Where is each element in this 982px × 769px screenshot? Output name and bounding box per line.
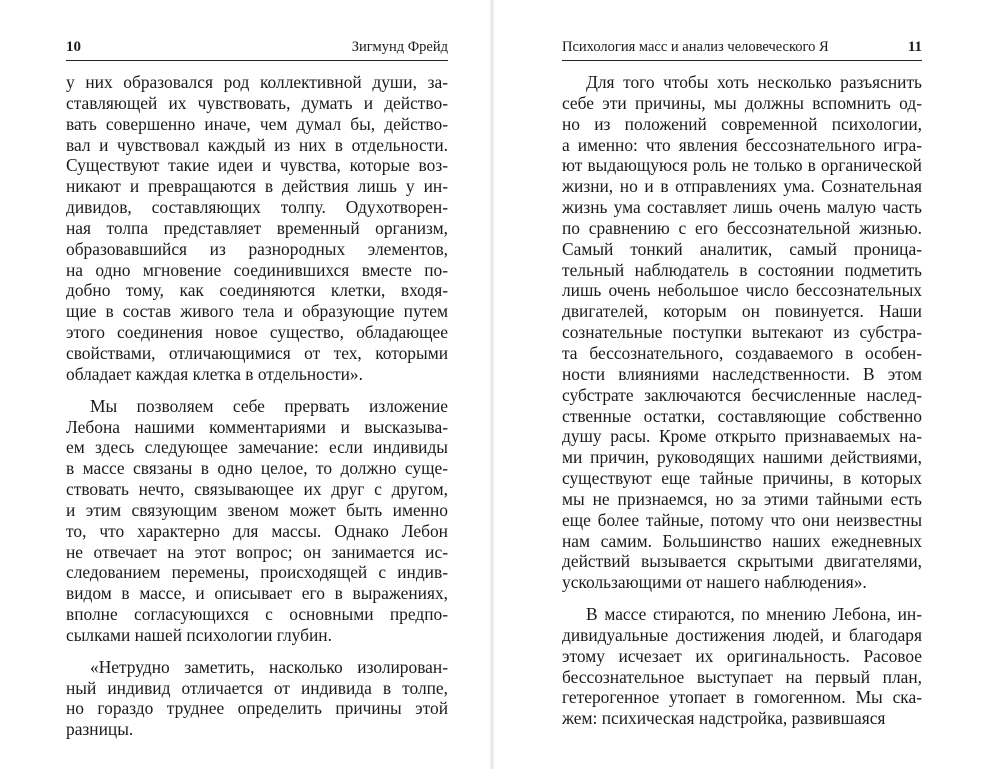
text-line: никают и превращаются в действия лишь у ин- (66, 176, 448, 197)
text-line: душу расы. Кроме открыто признаваемых на- (562, 426, 922, 447)
text-line: у них образовался род коллективной души, за- (66, 72, 448, 92)
paragraph-gap (562, 593, 922, 604)
text-line: жизни, но и в отправлениях ума. Сознательная (562, 176, 922, 197)
text-line: сознательные поступки вытекают из субстра- (562, 322, 922, 343)
text-line: вал и чувствовал каждый из них в отдельности. (66, 134, 448, 155)
text-line: бессознательное выступает на первый план, (562, 666, 922, 687)
text-line: субстрате заключаются бесчисленные наслед- (562, 384, 922, 405)
text-line: по сравнению с его бессознательной жизнью. (562, 217, 922, 238)
paragraph (562, 72, 922, 593)
text-line: еще более тайные, потому что они неизвестны (562, 509, 922, 530)
text-line: образовавшийся из разнородных элементов, (66, 238, 448, 259)
paragraph (66, 72, 448, 385)
text-line: гетерогенное утопает в гомогенном. Мы ска- (562, 687, 922, 708)
text-line: то, что характерно для массы. Однако Лебон (66, 520, 448, 541)
text-line: ют выдающуюся роль не только в органической (562, 155, 922, 176)
text-line: и этим связующим звеном может быть именно (66, 499, 448, 520)
text-line: ная толпа представляет временный организм, (66, 217, 448, 238)
right-page-header (562, 38, 922, 61)
page-number: 11 (907, 39, 922, 55)
text-line: щие в состав живого тела и образующие путем (66, 301, 448, 322)
text-line: сылками нашей психологии глубин. (66, 624, 332, 645)
text-line: мы не признаемся, но за этими тайными есть (562, 488, 922, 509)
left-page-header (66, 38, 448, 61)
text-line: та бессознательного, создаваемого в особен- (562, 342, 922, 363)
text-line: дивидов, составляющих толпу. Одухотворен- (66, 197, 448, 218)
right-page (562, 38, 922, 729)
text-line: действий вызывается скрытыми двигателями, (562, 551, 922, 572)
text-line: ем здесь следующее замечание: если индивиды (66, 437, 448, 458)
text-line: этого соединения новое существо, обладающее (66, 322, 448, 343)
text-line: видом в массе, и описывает его в выражениях, (66, 583, 448, 604)
book-gutter (490, 0, 494, 769)
text-line: обладает каждая клетка в отдельности». (66, 363, 363, 384)
paragraph (66, 396, 448, 646)
text-line: «Нетрудно заметить, насколько изолирован- (90, 656, 448, 677)
text-line: ми причин, руководящих нашими действиями, (562, 447, 922, 468)
text-line: вать совершенно иначе, чем думал бы, действо- (66, 113, 448, 134)
page-number: 10 (66, 39, 81, 55)
text-line: В массе стираются, по мнению Лебона, ин- (586, 604, 922, 625)
text-line: себе эти причины, мы должны вспомнить од- (562, 92, 922, 113)
text-line: Лебона нашими комментариями и высказыва- (66, 416, 448, 437)
text-line: следованием перемены, происходящей с индив- (66, 562, 448, 583)
running-head: Зигмунд Фрейд (351, 39, 448, 55)
text-line: но из положений современной психологии, (562, 113, 922, 134)
text-line: свойствами, отличающимися от тех, которыми (66, 342, 448, 363)
text-line: ствовать нечто, связывающее их друг с другом, (66, 479, 448, 500)
text-line: но гораздо труднее определить причины этой (66, 698, 448, 719)
text-line: на одно мгновение соединившихся вместе по- (66, 259, 448, 280)
text-line: жем: психическая надстройка, развившаяся (562, 708, 886, 729)
text-line: вполне согласующихся с основными предпо- (66, 604, 448, 625)
text-line: в массе связаны в одно целое, то должно суще- (66, 458, 448, 479)
text-line: двигателей, которым он повинуется. Наши (562, 301, 922, 322)
left-page (66, 38, 448, 740)
text-line: Для того чтобы хоть несколько разъяснить (586, 72, 922, 92)
paragraph (66, 657, 448, 740)
right-page-text (562, 72, 922, 729)
text-line: ставляющей их чувствовать, думать и действо- (66, 92, 448, 113)
text-line: добно тому, как соединяются клетки, входя- (66, 280, 448, 301)
text-line: ственные остатки, составляющие собственно (562, 405, 922, 426)
text-line: ный индивид отличается от индивида в толпе, (66, 677, 448, 698)
text-line: ности влияниями наследственности. В этом (562, 363, 922, 384)
text-line: лишь очень небольшое число бессознательных (562, 280, 922, 301)
paragraph (562, 604, 922, 729)
text-line: не отвечает на этот вопрос; он занимается ис- (66, 541, 448, 562)
text-line: ускользающими от нашего наблюдения». (562, 572, 867, 593)
running-head: Психология масс и анализ человеческого Я (562, 39, 829, 55)
text-line: жизнь ума составляет лишь очень малую часть (562, 197, 922, 218)
text-line: нам самим. Большинство наших ежедневных (562, 530, 922, 551)
text-line: Существуют такие идеи и чувства, которые воз- (66, 155, 448, 176)
text-line: разницы. (66, 719, 134, 740)
text-line: Самый тонкий аналитик, самый проница- (562, 238, 922, 259)
left-page-text (66, 72, 448, 740)
text-line: дивидуальные достижения людей, и благодаря (562, 624, 922, 645)
text-line: Мы позволяем себе прервать изложение (90, 395, 448, 416)
paragraph-gap (66, 646, 448, 657)
text-line: а именно: что явления бессознательного игра- (562, 134, 922, 155)
text-line: тельный наблюдатель в состоянии подметить (562, 259, 922, 280)
text-line: существуют еще тайные причины, в которых (562, 468, 922, 489)
paragraph-gap (66, 385, 448, 396)
text-line: этому исчезает их оригинальность. Расовое (562, 645, 922, 666)
